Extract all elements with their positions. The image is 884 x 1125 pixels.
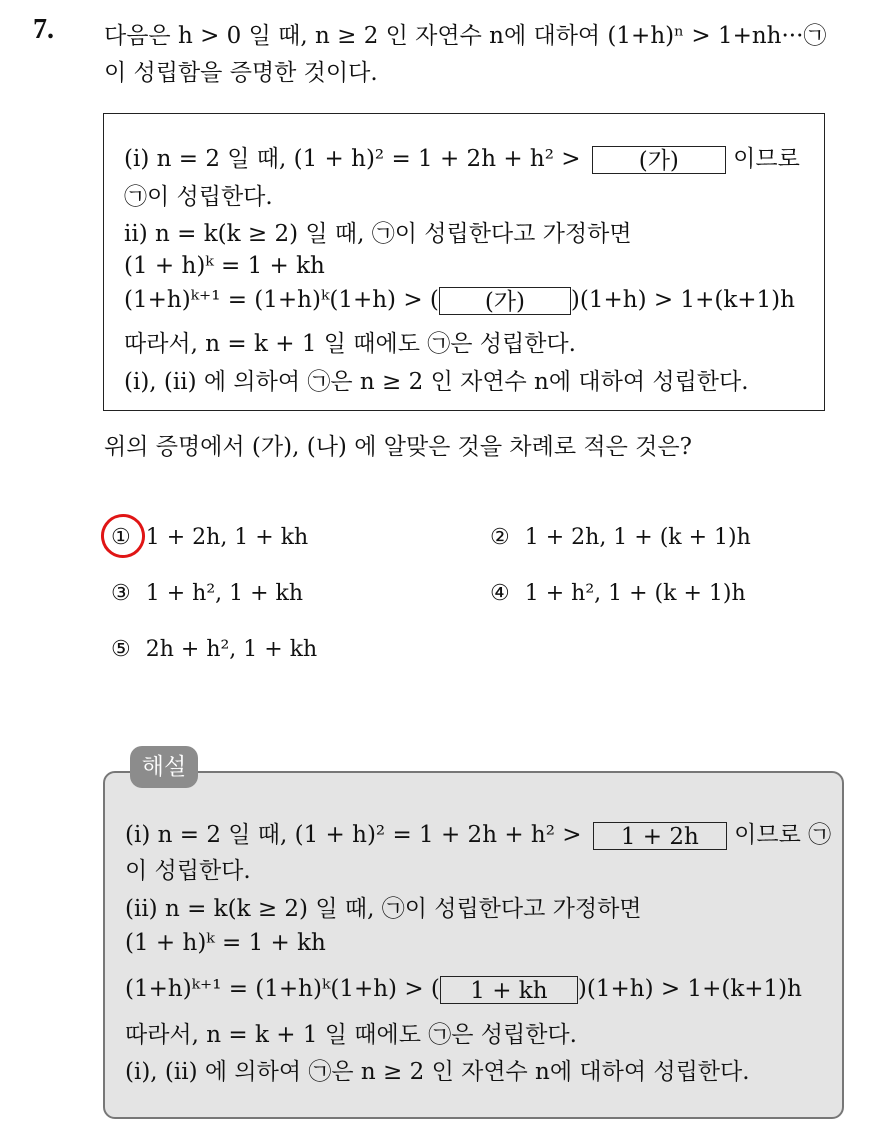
solution-line1-text: (i) n = 2 일 때, (1 + h)² = 1 + 2h + h² > (125, 822, 582, 848)
solution-line3: (ii) n = k(k ≥ 2) 일 때, ㉠이 성립한다고 가정하면 (125, 896, 642, 922)
solution-line6: 따라서, n = k + 1 일 때에도 ㉠은 성립한다. (125, 1022, 577, 1048)
choice-4[interactable] (490, 581, 746, 606)
choice-3-label: ③ (111, 581, 131, 606)
choice-4-label: ④ (490, 581, 510, 606)
proof-line1-text: (i) n = 2 일 때, (1 + h)² = 1 + 2h + h² > (124, 146, 581, 172)
blank-ga-1: (가) (592, 146, 726, 174)
solution-line1-suffix: 이므로 ㉠ (734, 822, 832, 848)
solution-line5-suffix: )(1+h) > 1+(k+1)h (577, 976, 802, 1002)
solution-blank-2: 1 + kh (440, 976, 578, 1004)
proof-line3: ii) n = k(k ≥ 2) 일 때, ㉠이 성립한다고 가정하면 (124, 221, 632, 247)
question-prompt-text: 위의 증명에서 (가), (나) 에 알맞은 것을 차례로 적은 것은? (104, 434, 692, 460)
blank-ga-2: (가) (439, 287, 571, 315)
choice-5-text: 2h + h², 1 + kh (145, 637, 318, 662)
proof-line1-suffix: 이므로 (733, 146, 800, 172)
solution-line7: (i), (ii) 에 의하여 ㉠은 n ≥ 2 인 자연수 n에 대하여 성립한다. (125, 1059, 750, 1085)
proof-line5 (124, 287, 795, 315)
proof-line4: (1 + h)ᵏ = 1 + kh (124, 253, 325, 279)
choice-1-label: ① (111, 525, 131, 550)
solution-line1 (125, 816, 831, 850)
choice-3-text: 1 + h², 1 + kh (145, 581, 304, 606)
question-number: 7. (33, 14, 54, 45)
choice-1-text: 1 + 2h, 1 + kh (145, 525, 309, 550)
choice-2-label: ② (490, 525, 510, 550)
solution-line5-text: (1+h)ᵏ⁺¹ = (1+h)ᵏ(1+h) > ( (125, 976, 440, 1002)
solution-line4: (1 + h)ᵏ = 1 + kh (125, 930, 326, 956)
choice-4-text: 1 + h², 1 + (k + 1)h (524, 581, 746, 606)
choice-5-label: ⑤ (111, 637, 131, 662)
solution-line2: 이 성립한다. (125, 858, 251, 884)
choice-5[interactable] (111, 637, 317, 662)
solution-blank-1: 1 + 2h (593, 822, 727, 850)
choice-1[interactable] (111, 525, 308, 550)
choice-3[interactable] (111, 581, 303, 606)
choice-2[interactable] (490, 525, 751, 550)
proof-line5-text: (1+h)ᵏ⁺¹ = (1+h)ᵏ(1+h) > ( (124, 287, 439, 313)
proof-line2: ㉠이 성립한다. (124, 184, 273, 210)
proof-line7: (i), (ii) 에 의하여 ㉠은 n ≥ 2 인 자연수 n에 대하여 성립한다. (124, 369, 749, 395)
solution-line5 (125, 976, 802, 1004)
proof-line1 (124, 140, 800, 174)
question-text-line1: 다음은 h > 0 일 때, n ≥ 2 인 자연수 n에 대하여 (1+h)ⁿ > 1+nh···㉠ (104, 23, 827, 49)
proof-line5-suffix: )(1+h) > 1+(k+1)h (570, 287, 795, 313)
choice-2-text: 1 + 2h, 1 + (k + 1)h (524, 525, 751, 550)
question-text-line2: 이 성립함을 증명한 것이다. (104, 60, 378, 86)
solution-tab: 해설 (130, 746, 198, 788)
proof-line6: 따라서, n = k + 1 일 때에도 ㉠은 성립한다. (124, 331, 576, 357)
